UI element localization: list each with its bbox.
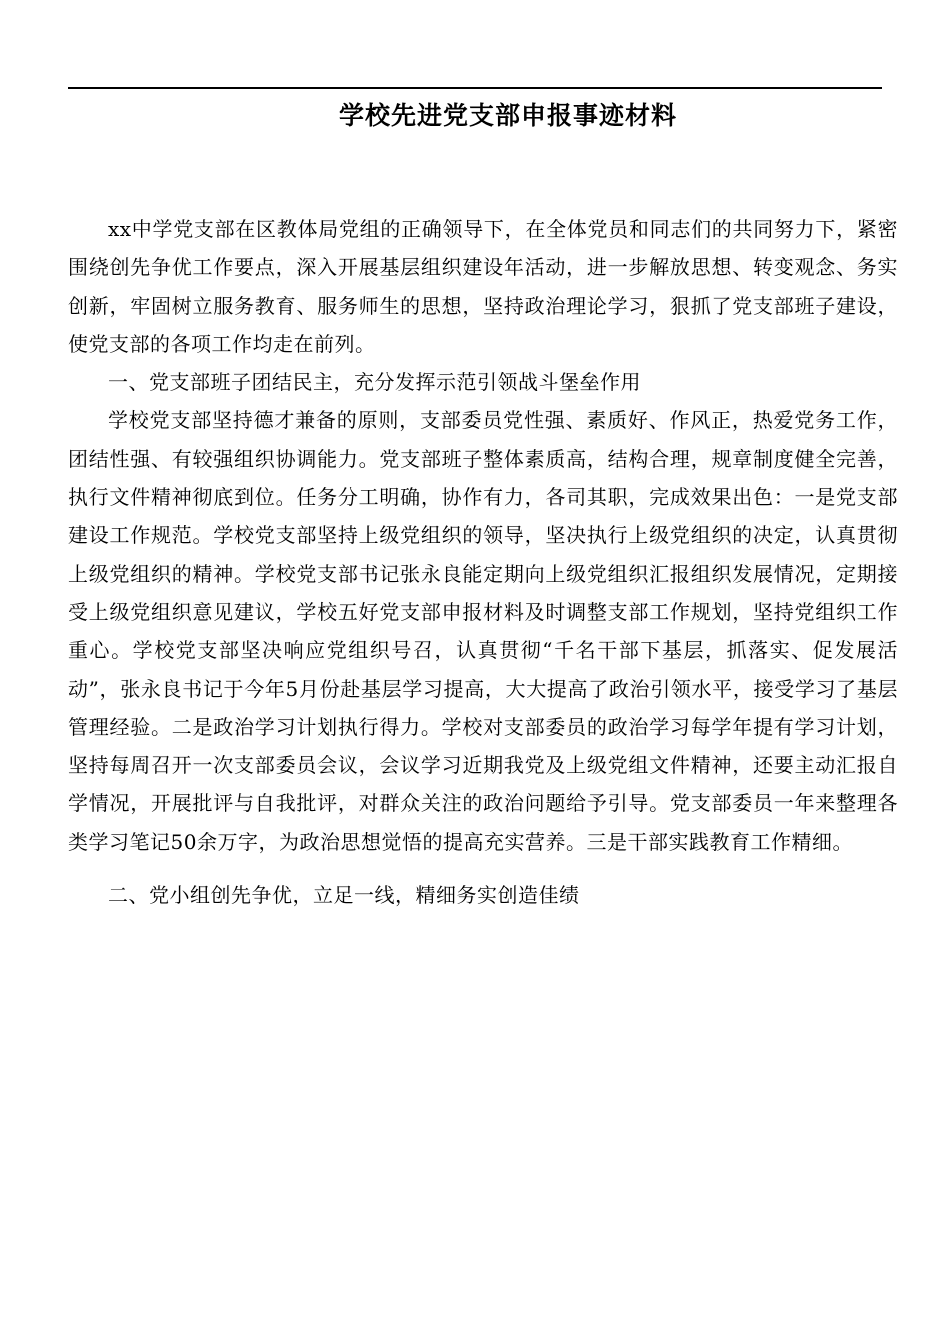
document-body bbox=[68, 210, 898, 914]
document-title: 学校先进党支部申报事迹材料 bbox=[338, 101, 677, 130]
header-rule bbox=[68, 87, 882, 89]
section-heading-1: 一、党支部班子团结民主，充分发挥示范引领战斗堡垒作用 bbox=[108, 370, 641, 395]
section-heading-2: 二、党小组创先争优，立足一线，精细务实创造佳绩 bbox=[108, 883, 580, 908]
intro-paragraph: xx中学党支部在区教体局党组的正确领导下，在全体党员和同志们的共同努力下，紧密围绕创先争优工作要点，深入开展基层组织建设年活动，进一步解放思想、转变观念、务实创新，牢固树立服务教育、服务师生的思想，坚持政治理论学习，狠抓了党支部班子建设，使党支部的各项工作均走在前列。 bbox=[68, 217, 898, 356]
section-1-paragraph: 学校党支部坚持德才兼备的原则，支部委员党性强、素质好、作风正，热爱党务工作，团结性强、有较强组织协调能力。党支部班子整体素质高，结构合理，规章制度健全完善，执行文件精神彻底到位。任务分工明确，协作有力，各司其职，完成效果出色：一是党支部建设工作规范。学校党支部坚持上级党组织的领导，坚决执行上级党组织的决定，认真贯彻上级党组织的精神。学校党支部书记张永良能定期向上级党组织汇报组织发展情况，定期接受上级党组织意见建议，学校五好党支部申报材料及时调整支部工作规划，坚持党组织工作重心。学校党支部坚决响应党组织号召，认真贯彻“千名干部下基层，抓落实、促发展活动”，张永良书记于今年5月份赴基层学习提高，大大提高了政治引领水平，接受学习了基层管理经验。二是政治学习计划执行得力。学校对支部委员的政治学习每学年提有学习计划，坚持每周召开一次支部委员会议，会议学习近期我党及上级党组文件精神，还要主动汇报自学情况，开展批评与自我批评，对群众关注的政治问题给予引导。党支部委员一年来整理各类学习笔记50余万字，为政治思想觉悟的提高充实营养。三是干部实践教育工作精细。 bbox=[68, 408, 898, 854]
